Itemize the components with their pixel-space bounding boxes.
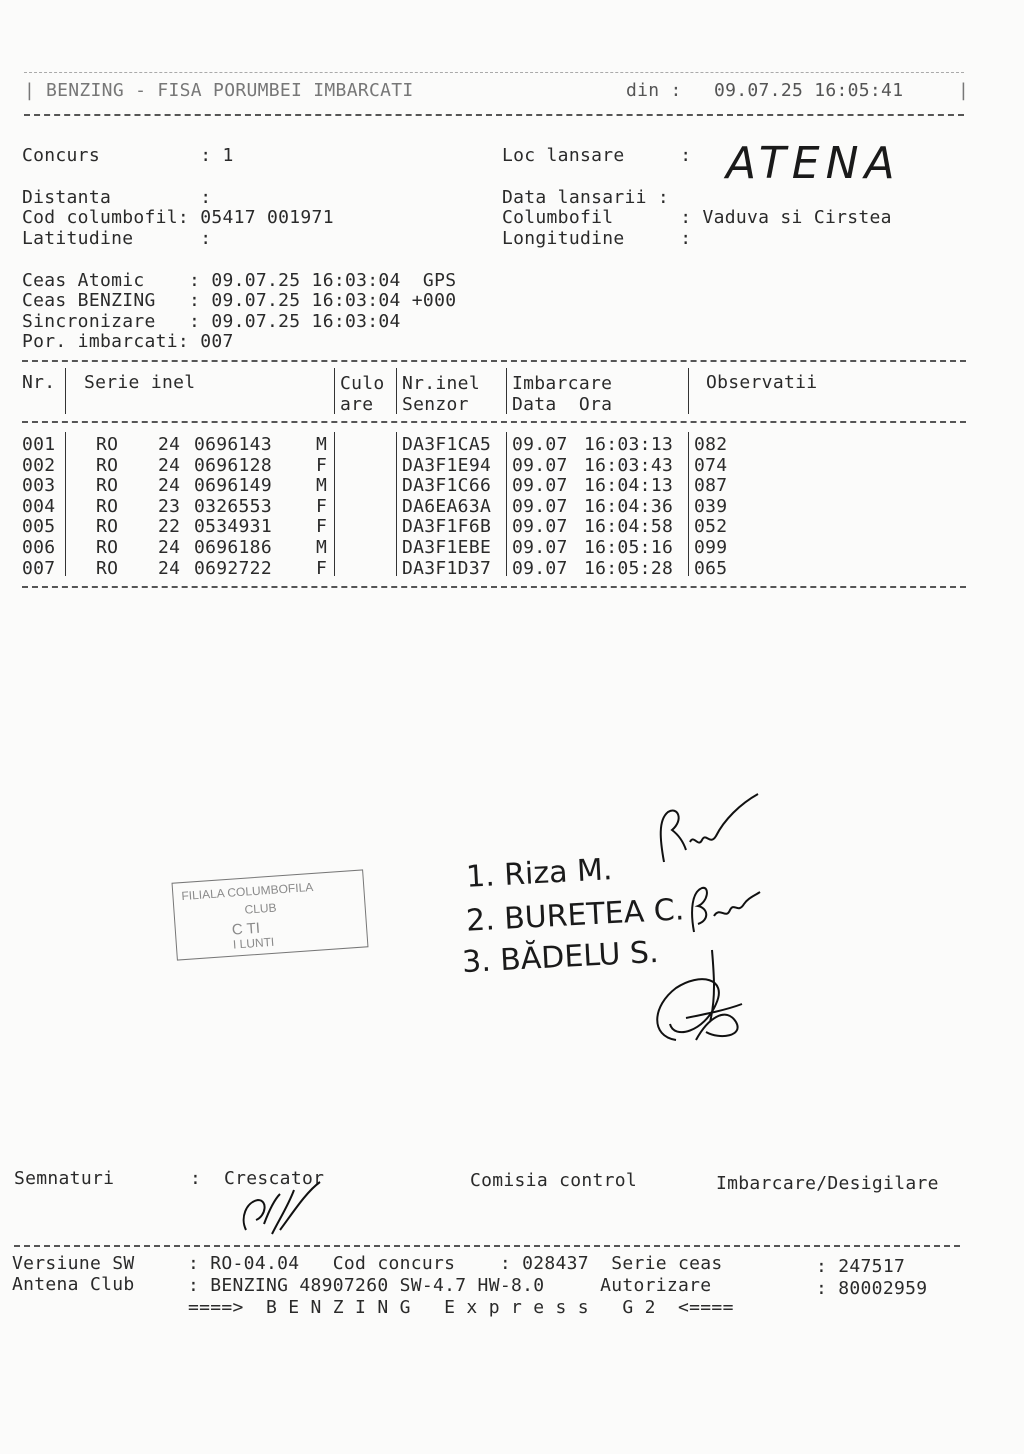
header-title: BENZING - FISA PORUMBEI IMBARCATI	[46, 80, 414, 101]
cell-sex: F	[316, 557, 328, 579]
cell-observatii: 082	[694, 434, 728, 455]
versiune-sw-label: Versiune SW	[12, 1253, 135, 1274]
col-header-observatii: Observatii	[706, 372, 818, 393]
columbofil-line: Columbofil : Vaduva si Cirstea	[502, 207, 892, 228]
cell-data: 09.07	[512, 495, 568, 517]
cell-sex: M	[316, 537, 328, 558]
cell-serie: 0534931	[194, 516, 272, 538]
serie-ceas-value: : 247517	[816, 1256, 906, 1277]
handwritten-name-1: 1. Riza M.	[465, 852, 614, 895]
cell-sex: M	[316, 475, 328, 497]
col-sep-header-1	[65, 368, 66, 414]
table-header-divider	[22, 421, 966, 423]
cell-observatii: 039	[694, 495, 728, 517]
cell-an: 24	[158, 454, 181, 476]
concurs-line: Concurs : 1	[22, 145, 234, 166]
cell-observatii: 065	[694, 557, 728, 579]
cell-senzor: DA3F1C66	[402, 475, 492, 497]
header-bottom-divider	[24, 114, 964, 116]
cell-an: 24	[158, 557, 181, 579]
signature-1-scribble	[650, 790, 770, 870]
cell-nr: 007	[22, 557, 56, 579]
cod-columbofil-line: Cod columbofil: 05417 001971	[22, 207, 334, 228]
handwritten-name-2: 2. BURETEA C.	[465, 892, 686, 939]
col-sep-body-5	[688, 432, 689, 576]
cell-data: 09.07	[512, 516, 568, 538]
col-header-nr: Nr.	[22, 372, 56, 393]
cell-observatii: 087	[694, 475, 728, 497]
cell-serie: 0696128	[194, 454, 272, 476]
cell-nr: 003	[22, 475, 56, 497]
cell-serie: 0696143	[194, 434, 272, 455]
cell-data: 09.07	[512, 537, 568, 558]
cell-serie: 0326553	[194, 495, 272, 517]
col-header-culoare-1: Culo	[340, 373, 385, 394]
col-sep-body-3	[396, 432, 397, 576]
cell-tara: RO	[96, 495, 119, 517]
longitudine-line: Longitudine :	[502, 228, 692, 249]
col-header-culoare-2: are	[340, 394, 374, 415]
sincronizare-line: Sincronizare : 09.07.25 16:03:04	[22, 311, 401, 332]
club-stamp	[172, 869, 369, 960]
cell-nr: 006	[22, 537, 56, 558]
comisia-control-label: Comisia control	[470, 1170, 638, 1191]
cell-sex: F	[316, 516, 328, 538]
handwritten-name-3: 3. BĂDELU S.	[461, 934, 660, 981]
cell-tara: RO	[96, 557, 119, 579]
col-header-imbarcare-2: Data Ora	[512, 394, 613, 415]
imbarcare-desigilare-label: Imbarcare/Desigilare	[716, 1173, 939, 1194]
footer-line-3: ====> B E N Z I N G E x p r e s s G 2 <====	[188, 1297, 734, 1318]
antena-club-label: Antena Club	[12, 1274, 135, 1295]
loc-lansare-handwritten: ATENA	[726, 138, 901, 189]
col-header-senzor-1: Nr.inel	[402, 373, 480, 394]
col-header-imbarcare-1: Imbarcare	[512, 373, 613, 394]
cell-tara: RO	[96, 537, 119, 558]
col-header-serie: Serie inel	[84, 372, 196, 393]
cell-tara: RO	[96, 516, 119, 538]
cell-ora: 16:05:28	[584, 557, 674, 579]
stamp-line-3: C TI	[231, 919, 261, 939]
cell-ora: 16:03:43	[584, 454, 674, 476]
table-bottom-divider	[22, 586, 966, 588]
stamp-line-1: FILIALA COLUMBOFILA	[180, 879, 314, 904]
cell-nr: 001	[22, 434, 56, 455]
cell-nr: 005	[22, 516, 56, 538]
col-header-senzor-2: Senzor	[402, 394, 469, 415]
cell-ora: 16:04:36	[584, 495, 674, 517]
cell-sex: M	[316, 434, 328, 455]
cell-senzor: DA3F1F6B	[402, 516, 492, 538]
semnaturi-label: Semnaturi	[14, 1168, 115, 1189]
col-sep-body-2	[334, 432, 335, 576]
loc-lansare-line: Loc lansare :	[502, 145, 692, 166]
cell-serie: 0696149	[194, 475, 272, 497]
footer-divider	[14, 1245, 960, 1247]
cell-an: 24	[158, 537, 181, 558]
ceas-benzing-line: Ceas BENZING : 09.07.25 16:03:04 +000	[22, 290, 457, 311]
cell-ora: 16:05:16	[584, 537, 674, 558]
cell-senzor: DA3F1CA5	[402, 434, 492, 455]
footer-line-2: : BENZING 48907260 SW-4.7 HW-8.0 Autorizare	[188, 1275, 712, 1296]
stamp-line-2: CLUB	[244, 900, 277, 917]
cell-senzor: DA6EA63A	[402, 495, 492, 517]
cell-ora: 16:04:13	[584, 475, 674, 497]
por-imbarcati-line: Por. imbarcati: 007	[22, 331, 234, 352]
cell-data: 09.07	[512, 434, 568, 455]
cell-senzor: DA3F1EBE	[402, 537, 492, 558]
cell-observatii: 099	[694, 537, 728, 558]
ceas-atomic-line: Ceas Atomic : 09.07.25 16:03:04 GPS	[22, 270, 457, 291]
cell-nr: 004	[22, 495, 56, 517]
header-left-bar: |	[24, 80, 36, 101]
cell-data: 09.07	[512, 557, 568, 579]
signature-3-scribble	[646, 944, 756, 1054]
cell-an: 24	[158, 434, 181, 455]
cell-observatii: 052	[694, 516, 728, 538]
cell-an: 23	[158, 495, 181, 517]
semnaturi-colon: :	[190, 1168, 202, 1189]
cell-an: 22	[158, 516, 181, 538]
cell-ora: 16:03:13	[584, 434, 674, 455]
stamp-line-4: I LUNTI	[232, 934, 275, 952]
latitudine-line: Latitudine :	[22, 228, 212, 249]
data-lansarii-line: Data lansarii :	[502, 187, 670, 208]
signature-2-scribble	[684, 880, 764, 940]
cell-serie: 0696186	[194, 537, 272, 558]
col-sep-body-4	[506, 432, 507, 576]
cell-data: 09.07	[512, 475, 568, 497]
cell-serie: 0692722	[194, 557, 272, 579]
col-sep-header-2	[334, 368, 335, 414]
cell-tara: RO	[96, 454, 119, 476]
cell-nr: 002	[22, 454, 56, 476]
cell-observatii: 074	[694, 454, 728, 476]
cell-ora: 16:04:58	[584, 516, 674, 538]
table-top-divider	[22, 360, 966, 362]
cell-tara: RO	[96, 434, 119, 455]
cell-senzor: DA3F1E94	[402, 454, 492, 476]
col-sep-header-3	[396, 368, 397, 414]
cell-an: 24	[158, 475, 181, 497]
header-right-bar: |	[958, 80, 970, 101]
autorizare-value: : 80002959	[816, 1278, 928, 1299]
col-sep-header-4	[506, 368, 507, 414]
cell-data: 09.07	[512, 454, 568, 476]
col-sep-body-1	[65, 432, 66, 576]
crescator-signature-scribble	[236, 1178, 326, 1238]
header-top-divider	[24, 72, 964, 73]
header-din-value: 09.07.25 16:05:41	[714, 80, 904, 101]
header-din-label: din :	[626, 80, 682, 101]
cell-sex: F	[316, 454, 328, 476]
cell-tara: RO	[96, 475, 119, 497]
cell-senzor: DA3F1D37	[402, 557, 492, 579]
cell-sex: F	[316, 495, 328, 517]
footer-line-1: : RO-04.04 Cod concurs : 028437 Serie ceas	[188, 1253, 723, 1274]
crescator-label: Crescator	[224, 1168, 325, 1189]
col-sep-header-5	[688, 368, 689, 414]
distanta-line: Distanta :	[22, 187, 212, 208]
